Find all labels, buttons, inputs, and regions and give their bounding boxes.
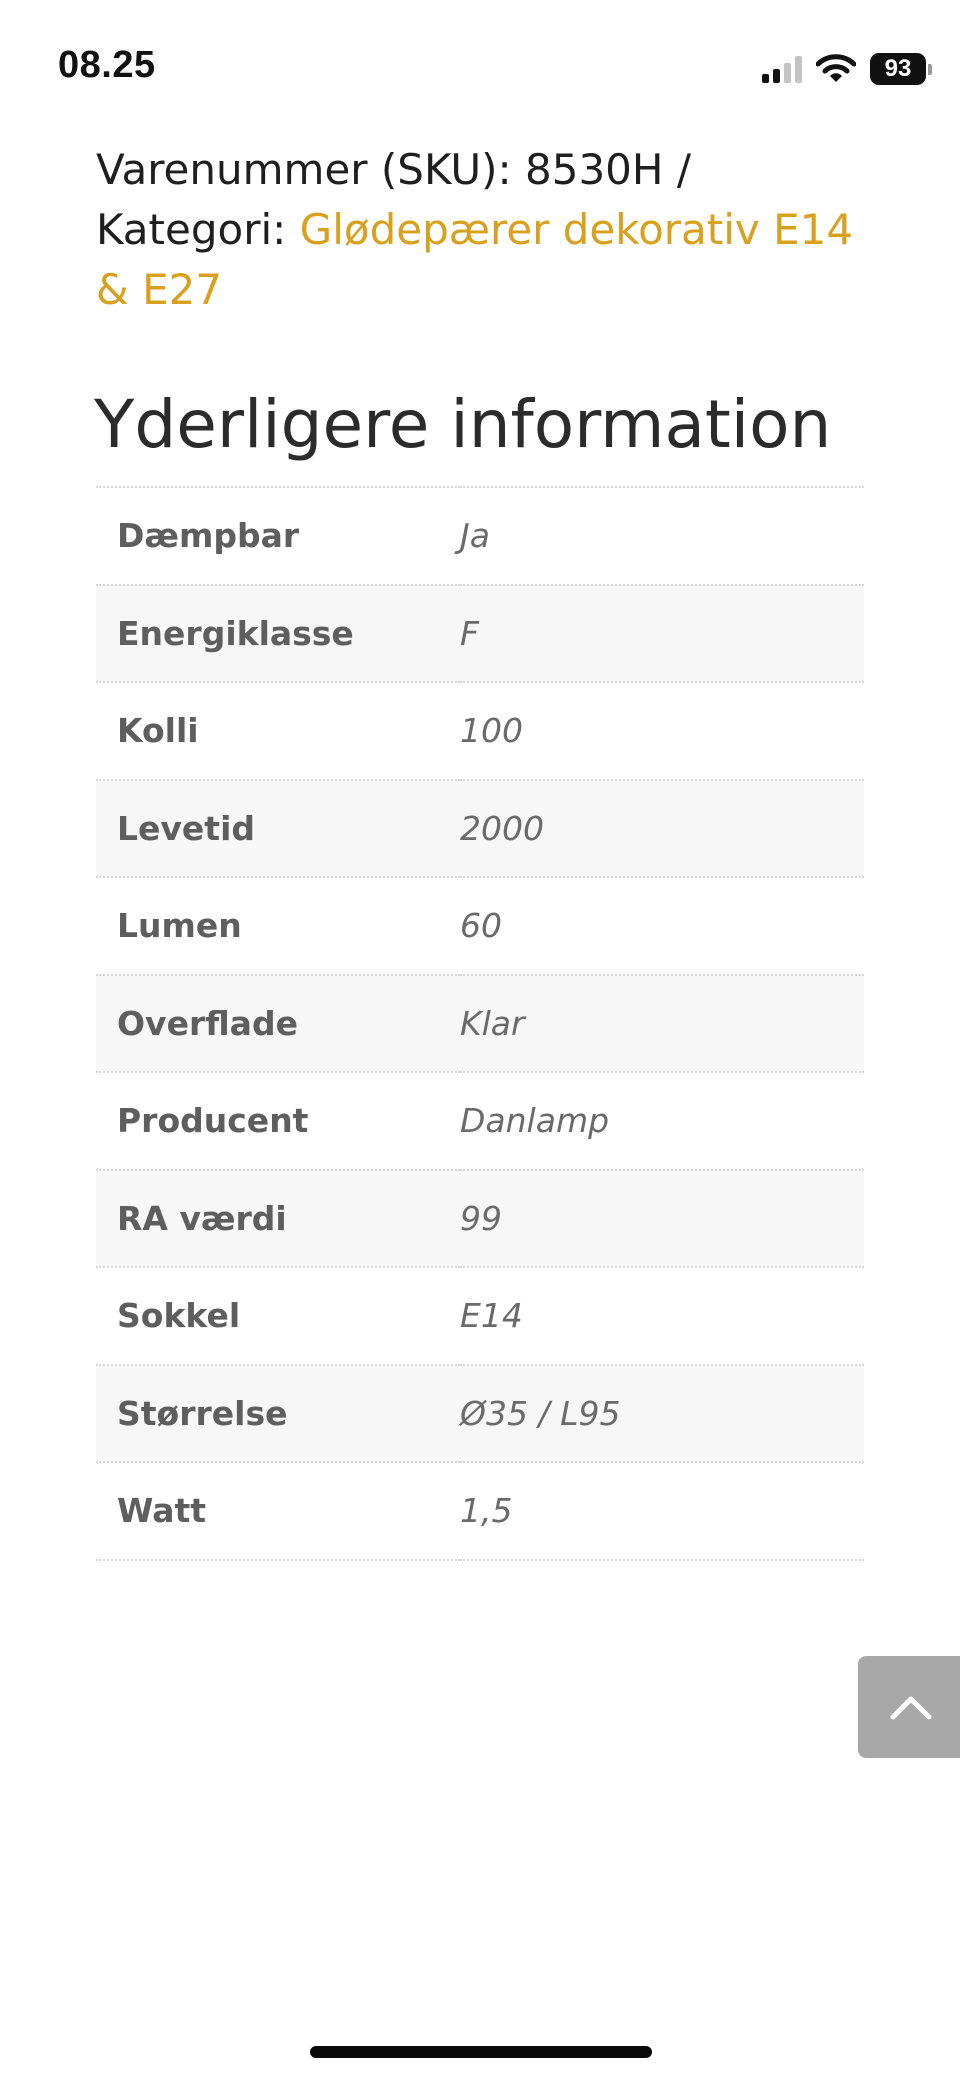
attribute-row: [96, 1170, 864, 1268]
attribute-label: Størrelse: [117, 1393, 288, 1433]
attribute-value: Ø35 / L95: [460, 1393, 621, 1433]
attribute-row: [96, 487, 864, 585]
scroll-to-top-button[interactable]: [858, 1656, 960, 1758]
attribute-row: [96, 1365, 864, 1463]
attribute-label: Overflade: [117, 1003, 298, 1043]
attribute-row: [96, 1267, 864, 1365]
attribute-label: Watt: [117, 1491, 207, 1531]
signal-icon: [762, 55, 802, 83]
attribute-row: [96, 877, 864, 975]
product-meta: [96, 140, 876, 320]
attribute-label: RA værdi: [117, 1198, 287, 1238]
attribute-label: Sokkel: [117, 1296, 241, 1336]
attribute-value: Klar: [460, 1003, 525, 1043]
attribute-label: Lumen: [117, 906, 242, 946]
attribute-label: Energiklasse: [117, 613, 354, 653]
attribute-label: Levetid: [117, 808, 256, 848]
attribute-value: 60: [460, 906, 502, 946]
attribute-value: 99: [460, 1198, 502, 1238]
status-bar: [0, 0, 960, 140]
attribute-row: [96, 1072, 864, 1170]
wifi-icon: [816, 54, 856, 84]
meta-separator: /: [676, 145, 691, 194]
status-time: 08.25: [58, 44, 156, 86]
attribute-value: F: [460, 613, 479, 653]
attribute-value: 100: [460, 711, 523, 751]
status-icons: [762, 52, 932, 86]
attribute-value: Ja: [460, 516, 490, 556]
section-title: Yderligere information: [94, 386, 832, 463]
attributes-table: [96, 486, 864, 1561]
attribute-row: [96, 975, 864, 1073]
sku-value: 8530H: [525, 145, 664, 194]
attribute-row: [96, 682, 864, 780]
attribute-row: [96, 780, 864, 878]
battery-icon: [870, 53, 932, 85]
attribute-label: Kolli: [117, 711, 199, 751]
category-label: Kategori:: [96, 205, 287, 254]
attribute-label: Dæmpbar: [117, 516, 300, 556]
attribute-label: Producent: [117, 1101, 309, 1141]
chevron-up-icon: [890, 1694, 932, 1720]
attribute-value: 2000: [460, 808, 544, 848]
attribute-value: 1,5: [460, 1491, 513, 1531]
attribute-value: E14: [460, 1296, 523, 1336]
attribute-row: [96, 1462, 864, 1560]
attribute-value: Danlamp: [460, 1101, 610, 1141]
attribute-row: [96, 585, 864, 683]
home-indicator: [310, 2046, 652, 2058]
sku-label: Varenummer (SKU):: [96, 145, 512, 194]
battery-level: 93: [870, 53, 926, 85]
category-link[interactable]: Glødepærer dekorativ E14 & E27: [96, 205, 854, 314]
